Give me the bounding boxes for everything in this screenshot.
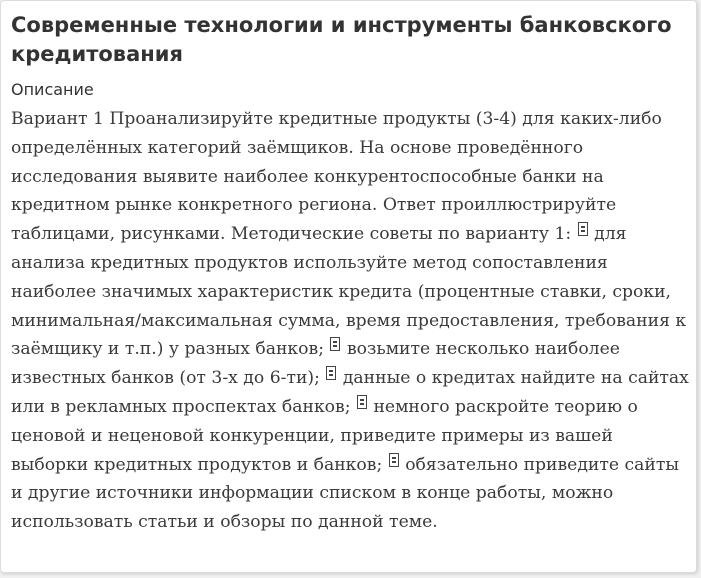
missing-glyph-icon [326,366,336,380]
description-label: Описание [11,80,94,99]
description-text-part-1: Вариант 1 Проанализируйте кредитные продукты (3-4) для каких-либо определённых категорий заёмщиков. На основе проведённого исследования выявите наиболее конкурентоспособные банки на кредитном рынке конкретного региона. Ответ проиллюстрируйте таблицами, рисунками. Методические советы по варианту 1: [11,109,662,245]
missing-glyph-icon [357,395,367,409]
description-text-part-6: обязательно приведите сайты и другие источники информации списком в конце работы, можно использовать статьи и обзоры по данной теме. [11,454,680,533]
missing-glyph-icon [578,222,588,236]
description-text-part-2: для анализа кредитных продуктов используйте метод сопоставления наиболее значимых характеристик кредита (процентные ставки, сроки, минимальная/максимальная сумма, время предоставления, требования к заёмщику и т.п.) у разных банков; [11,224,687,360]
description-text-part-3: возьмите несколько наиболее известных банков (от 3-х до 6-ти); [11,339,620,389]
missing-glyph-icon [389,453,399,467]
missing-glyph-icon [330,337,340,351]
page-title: Современные технологии и инструменты банковского кредитования [11,13,672,66]
description-text-part-4: данные о кредитах найдите на сайтах или в рекламных проспектах банков; [11,368,689,417]
description-text-part-5: немного раскройте теорию о ценовой и неценовой конкуренции, приведите примеры из вашей выборки кредитных продуктов и банков; [11,396,638,475]
description-text [11,105,691,537]
